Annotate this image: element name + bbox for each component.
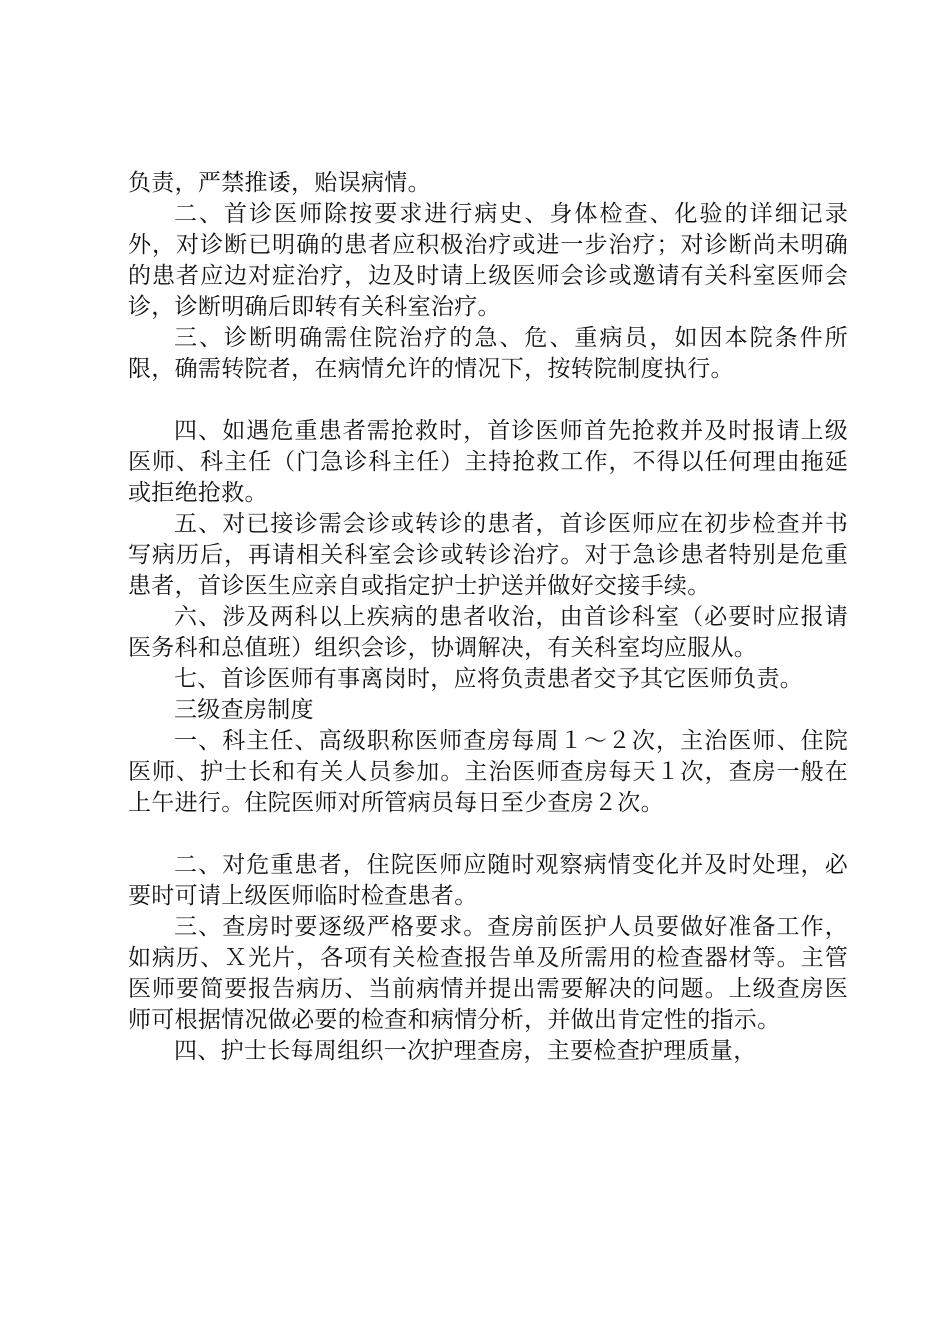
document-page [128, 168, 848, 1067]
paragraph-rounds-4: 四、护士长每周组织一次护理查房，主要检查护理质量， [174, 1038, 757, 1064]
paragraph-rounds-3: 三、查房时要逐级严格要求。查房前医护人员要做好准备工作，如病历、Ｘ光片，各项有关检查报告单及所需用的检查器材等。主管医师要简要报告病历、当前病情并提出需要解决的问题。上级查房医师可根据情况做必要的检查和病情分析，并做出肯定性的指示。 [128, 914, 848, 1033]
paragraph-item-6: 六、涉及两科以上疾病的患者收治，由首诊科室（必要时应报请医务科和总值班）组织会诊，协调解决，有关科室均应服从。 [128, 604, 848, 661]
paragraph-item-7: 七、首诊医师有事离岗时，应将负责患者交予其它医师负责。 [174, 666, 804, 692]
paragraph-item-4: 四、如遇危重患者需抢救时，首诊医师首先抢救并及时报请上级医师、科主任（门急诊科主任）主持抢救工作，不得以任何理由拖延或拒绝抢救。 [128, 418, 848, 506]
paragraph-item-2: 二、首诊医师除按要求进行病史、身体检查、化验的详细记录外，对诊断已明确的患者应积极治疗或进一步治疗；对诊断尚未明确的患者应边对症治疗，边及时请上级医师会诊或邀请有关科室医师会诊，诊断明确后即转有关科室治疗。 [128, 201, 848, 320]
paragraph-continuation: 负责，严禁推诿，贻误病情。 [128, 170, 431, 196]
paragraph-rounds-2: 二、对危重患者，住院医师应随时观察病情变化并及时处理，必要时可请上级医师临时检查患者。 [128, 852, 848, 909]
paragraph-item-3: 三、诊断明确需住院治疗的急、危、重病员，如因本院条件所限，确需转院者，在病情允许的情况下，按转院制度执行。 [128, 325, 848, 382]
section-heading: 三级查房制度 [174, 697, 314, 723]
paragraph-rounds-1: 一、科主任、高级职称医师查房每周１～２次，主治医师、住院医师、护士长和有关人员参加。主治医师查房每天１次，查房一般在上午进行。住院医师对所管病员每日至少查房２次。 [128, 728, 848, 816]
paragraph-item-5: 五、对已接诊需会诊或转诊的患者，首诊医师应在初步检查并书写病历后，再请相关科室会诊或转诊治疗。对于急诊患者特别是危重患者，首诊医生应亲自或指定护士护送并做好交接手续。 [128, 511, 848, 599]
